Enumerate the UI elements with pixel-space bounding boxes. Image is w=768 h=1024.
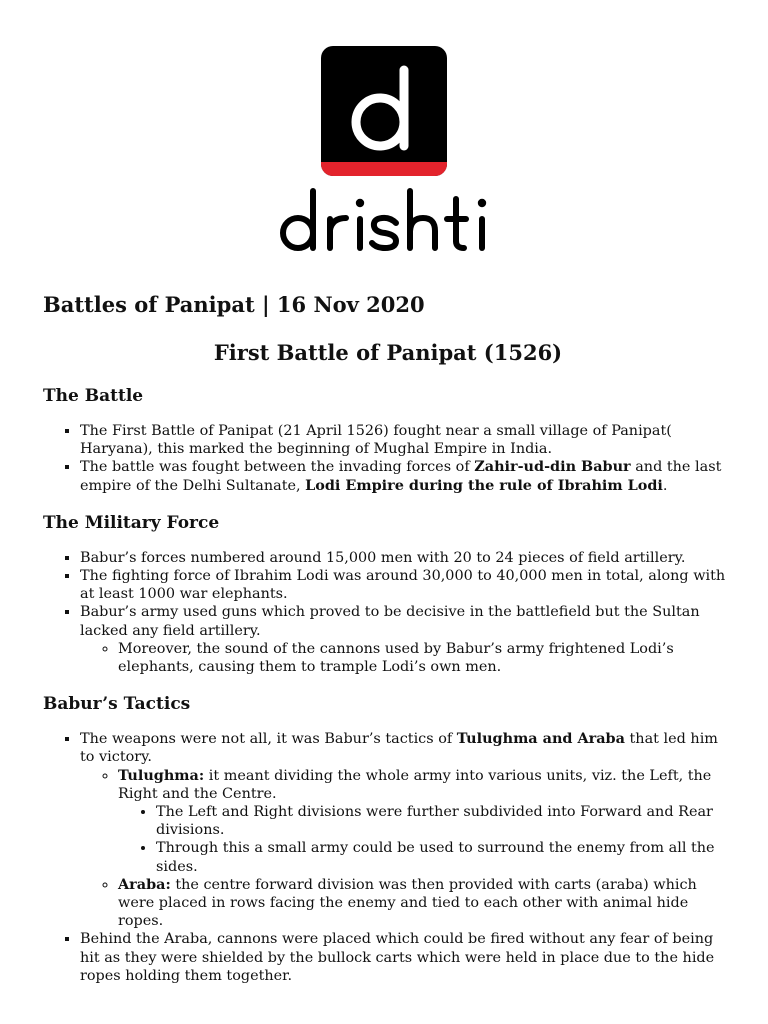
list-item: ▪ The battle was fought between the invading forces of Zahir-ud-din Babur and the last empire of the Delhi Sultanate, Lodi Empire during the rule of Ibrahim Lodi. (80, 458, 733, 494)
page-title: Battles of Panipat | 16 Nov 2020 (43, 292, 425, 317)
list-item: ▪ Babur’s forces numbered around 15,000 men with 20 to 24 pieces of field artillery. (80, 549, 733, 567)
drishti-wordmark (278, 185, 492, 255)
list-item: ◦ Moreover, the sound of the cannons used by Babur’s army frightened Lodi’s elephants, causing them to trample Lodi’s own men. (118, 640, 733, 676)
logo-tile (321, 46, 447, 176)
heading-baburs-tactics: Babur’s Tactics (43, 694, 191, 715)
document-body (43, 290, 733, 1001)
heading-the-battle: The Battle (43, 386, 144, 406)
list-item: ◦ Tulughma: it meant dividing the whole army into various units, viz. the Left, the Right and the Centre. • The Left and Right divisions were further subdivided into Forward and Rear divisions. • Through this a small army could be used to surround the enemy from all the sides. (118, 767, 733, 876)
list-item: ▪ The First Battle of Panipat (21 April 1526) fought near a small village of Panipat( Haryana), this marked the beginning of Mughal Empire in India. (80, 422, 733, 458)
tactics-sublist (80, 767, 733, 931)
military-sublist (80, 640, 733, 676)
heading-military-force: The Military Force (43, 512, 220, 533)
military-list (43, 549, 733, 676)
tulughma-points (118, 803, 733, 876)
list-item: • Through this a small army could be used to surround the enemy from all the sides. (156, 839, 733, 875)
list-item: ▪ The fighting force of Ibrahim Lodi was around 30,000 to 40,000 men in total, along with at least 1000 war elephants. (80, 567, 733, 603)
list-item: • The Left and Right divisions were further subdivided into Forward and Rear divisions. (156, 803, 733, 839)
list-item: ▪ Behind the Araba, cannons were placed which could be fired without any fear of being hit as they were shielded by the bullock carts which were held in place due to the hide ropes holding them together. (80, 930, 733, 985)
section-title: First Battle of Panipat (1526) (213, 340, 563, 365)
list-item: ▪ The weapons were not all, it was Babur’s tactics of Tulughma and Araba that led him to victory. ◦ Tulughma: it meant dividing the whole army into various units, viz. the Left, the Right and the Centre. • The Left and Right divisions were further subdivided into Forward and Rear divisions. • Through this a small army could be used to surround the enemy from all the sides. ◦ Araba: the centre forward division was then provided with carts (araba) which were placed in rows facing the enemy and tied to each other with animal hide ropes. (80, 730, 733, 930)
letter-d-icon (321, 46, 447, 176)
battle-list (43, 422, 733, 495)
list-item: ◦ Araba: the centre forward division was then provided with carts (araba) which were placed in rows facing the enemy and tied to each other with animal hide ropes. (118, 876, 733, 931)
tactics-list (43, 730, 733, 985)
drishti-logo (0, 40, 768, 260)
list-item: ▪ Babur’s army used guns which proved to be decisive in the battlefield but the Sultan lacked any field artillery. ◦ Moreover, the sound of the cannons used by Babur’s army frightened Lodi’s elephants, causing them to trample Lodi’s own men. (80, 603, 733, 676)
logo-red-band (321, 162, 447, 176)
